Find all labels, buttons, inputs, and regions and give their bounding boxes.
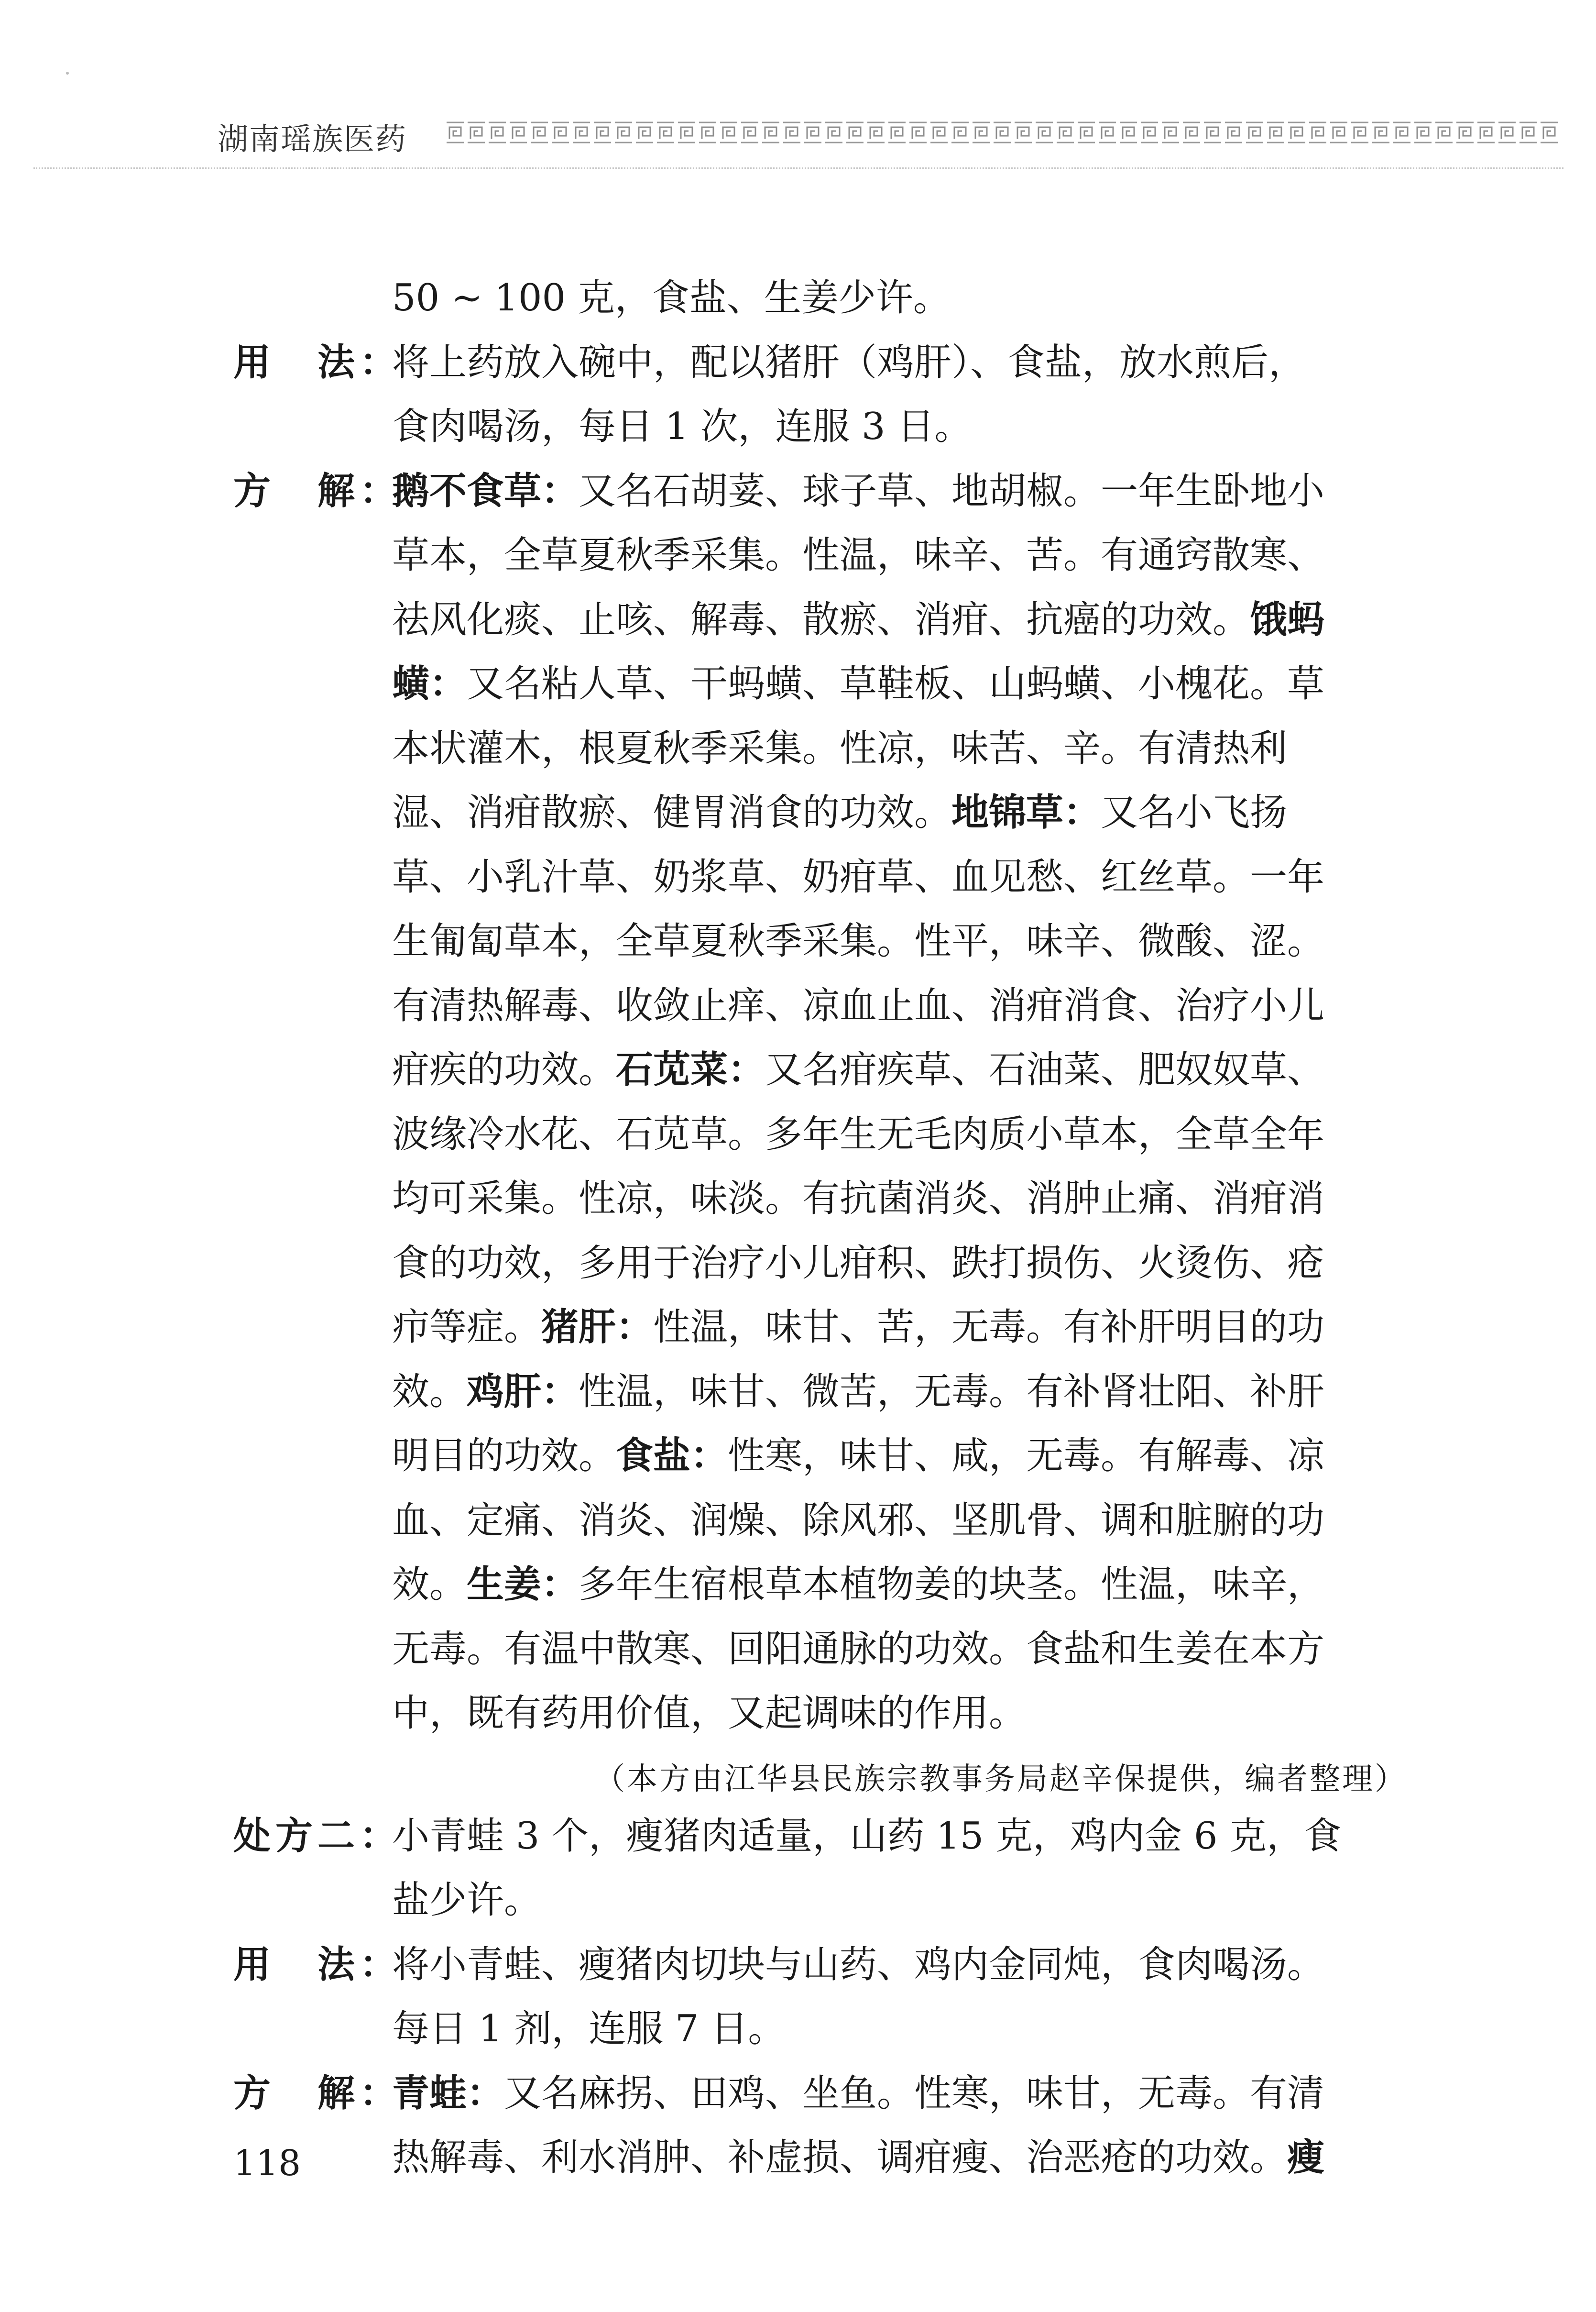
line-text <box>392 911 1406 965</box>
page-number: 118 <box>233 2143 301 2184</box>
text-segment: 又名粘人草、干蚂蟥、草鞋板、山蚂蟥、小槐花。草 <box>467 662 1325 705</box>
line-text <box>392 847 1406 901</box>
text-segment: 波缘冷水花、石苋草。多年生无毛肉质小草本，全草全年 <box>392 1112 1325 1156</box>
line-text <box>392 1168 1406 1222</box>
line-text <box>392 1362 1406 1415</box>
text-segment: 草本，全草夏秋季采集。性温，味辛、苦。有通窍散寒、 <box>392 534 1325 577</box>
line-text <box>392 590 1406 643</box>
line-text <box>392 1935 1406 1988</box>
herb-name: 鸡肝： <box>467 1369 579 1413</box>
line-text <box>392 396 1406 450</box>
line-text <box>392 782 1406 836</box>
line-text <box>392 1233 1406 1287</box>
scan-mark <box>66 72 69 75</box>
header-divider <box>33 167 1563 169</box>
herb-name: 蟥： <box>392 662 467 705</box>
text-segment: 疳疾的功效。 <box>392 1048 616 1091</box>
text-segment: 每日 1 剂，连服 7 日。 <box>392 2007 786 2050</box>
text-segment: 效。 <box>392 1370 467 1413</box>
line-text <box>392 461 1406 515</box>
text-segment: 祛风化痰、止咳、解毒、散瘀、消疳、抗癌的功效。 <box>392 598 1250 641</box>
line-text <box>392 1040 1406 1093</box>
text-segment: 有清热解毒、收敛止痒、凉血止血、消疳消食、治疗小儿 <box>392 984 1325 1027</box>
section-label: 方 解： <box>233 2071 402 2115</box>
text-segment: 无毒。有温中散寒、回阳通脉的功效。食盐和生姜在本方 <box>392 1627 1325 1671</box>
source-credit-line <box>0 1748 1596 1815</box>
text-segment: 小青蛙 3 个，瘦猪肉适量，山药 15 克，鸡内金 6 克，食 <box>392 1814 1342 1858</box>
book-title: 湖南瑶族医药 <box>218 122 407 157</box>
text-segment: 盐少许。 <box>392 1879 542 1922</box>
herb-name: 石苋菜： <box>616 1048 765 1091</box>
text-segment: 明目的功效。 <box>392 1434 616 1477</box>
line-text <box>392 718 1406 772</box>
text-segment: 均可采集。性凉，味淡。有抗菌消炎、消肿止痛、消疳消 <box>392 1177 1325 1220</box>
herb-name: 鹅不食草： <box>392 469 579 513</box>
text-segment: 食的功效，多用于治疗小儿疳积、跌打损伤、火烫伤、疮 <box>392 1241 1325 1285</box>
text-segment: 又名疳疾草、石油菜、肥奴奴草、 <box>765 1048 1325 1091</box>
line-text <box>392 1619 1406 1673</box>
line-text <box>392 1683 1406 1737</box>
section-label: 用 法： <box>233 1942 402 1986</box>
herb-name: 饿蚂 <box>1250 597 1325 641</box>
line-text <box>392 268 1406 321</box>
text-segment: 本状灌木，根夏秋季采集。性凉，味苦、辛。有清热利 <box>392 727 1288 770</box>
line-text <box>392 1806 1406 1860</box>
text-segment: 食肉喝汤，每日 1 次，连服 3 日。 <box>392 405 972 448</box>
text-segment: 将小青蛙、瘦猪肉切块与山药、鸡内金同炖，食肉喝汤。 <box>392 1943 1325 1986</box>
text-segment: 效。 <box>392 1563 467 1606</box>
line-text <box>392 1297 1406 1351</box>
line-text <box>392 1554 1406 1608</box>
herb-name: 生姜： <box>467 1563 579 1606</box>
section-label: 用 法： <box>233 340 402 384</box>
text-segment: 性温，味甘、苦，无毒。有补肝明目的功 <box>653 1306 1325 1349</box>
line-text <box>392 1426 1406 1479</box>
section-label: 处方二： <box>233 1814 402 1858</box>
herb-name: 猪肝： <box>541 1305 654 1349</box>
text-segment: 热解毒、利水消肿、补虚损、调疳瘦、治恶疮的功效。 <box>392 2136 1288 2179</box>
line-text <box>392 2127 1406 2181</box>
herb-name: 食盐： <box>616 1434 728 1477</box>
text-segment: 中，既有药用价值，又起调味的作用。 <box>392 1692 1027 1735</box>
text-segment: 多年生宿根草本植物姜的块茎。性温，味辛， <box>579 1563 1325 1606</box>
section-label: 方 解： <box>233 469 402 513</box>
text-segment: 血、定痛、消炎、润燥、除风邪、坚肌骨、调和脏腑的功 <box>392 1498 1325 1542</box>
text-segment: 性寒，味甘、咸，无毒。有解毒、凉 <box>728 1434 1325 1477</box>
line-text <box>392 1999 1406 2052</box>
text-segment: 50 ~ 100 克，食盐、生姜少许。 <box>392 276 951 319</box>
line-text <box>392 525 1406 579</box>
line-text <box>392 1490 1406 1544</box>
text-segment: 又名小飞扬 <box>1101 791 1288 834</box>
line-text <box>392 1104 1406 1158</box>
text-segment: 草、小乳汁草、奶浆草、奶疳草、血见愁、红丝草。一年 <box>392 855 1325 899</box>
line-text <box>392 1870 1406 1924</box>
line-text <box>392 976 1406 1029</box>
line-text <box>392 2063 1406 2117</box>
text-segment: 又名麻拐、田鸡、坐鱼。性寒，味甘，无毒。有清 <box>504 2071 1325 2115</box>
herb-name: 地锦草： <box>951 791 1101 834</box>
text-segment: 疖等症。 <box>392 1306 542 1349</box>
running-header <box>0 0 1596 172</box>
herb-name: 瘦 <box>1287 2136 1325 2179</box>
source-credit: （本方由江华县民族宗教事务局赵辛保提供，编者整理） <box>594 1761 1407 1797</box>
text-segment: 将上药放入碗中，配以猪肝（鸡肝）、食盐，放水煎后， <box>392 341 1306 384</box>
herb-name: 青蛙： <box>392 2071 504 2115</box>
decorative-pattern-band <box>445 119 1559 146</box>
text-segment: 生匍匐草本，全草夏秋季采集。性平，味辛、微酸、涩。 <box>392 920 1325 963</box>
text-segment: 性温，味甘、微苦，无毒。有补肾壮阳、补肝 <box>579 1370 1325 1413</box>
line-text <box>392 332 1406 386</box>
line-text <box>392 654 1406 707</box>
text-segment: 湿、消疳散瘀、健胃消食的功效。 <box>392 791 952 834</box>
text-segment: 又名石胡荽、球子草、地胡椒。一年生卧地小 <box>579 469 1325 513</box>
